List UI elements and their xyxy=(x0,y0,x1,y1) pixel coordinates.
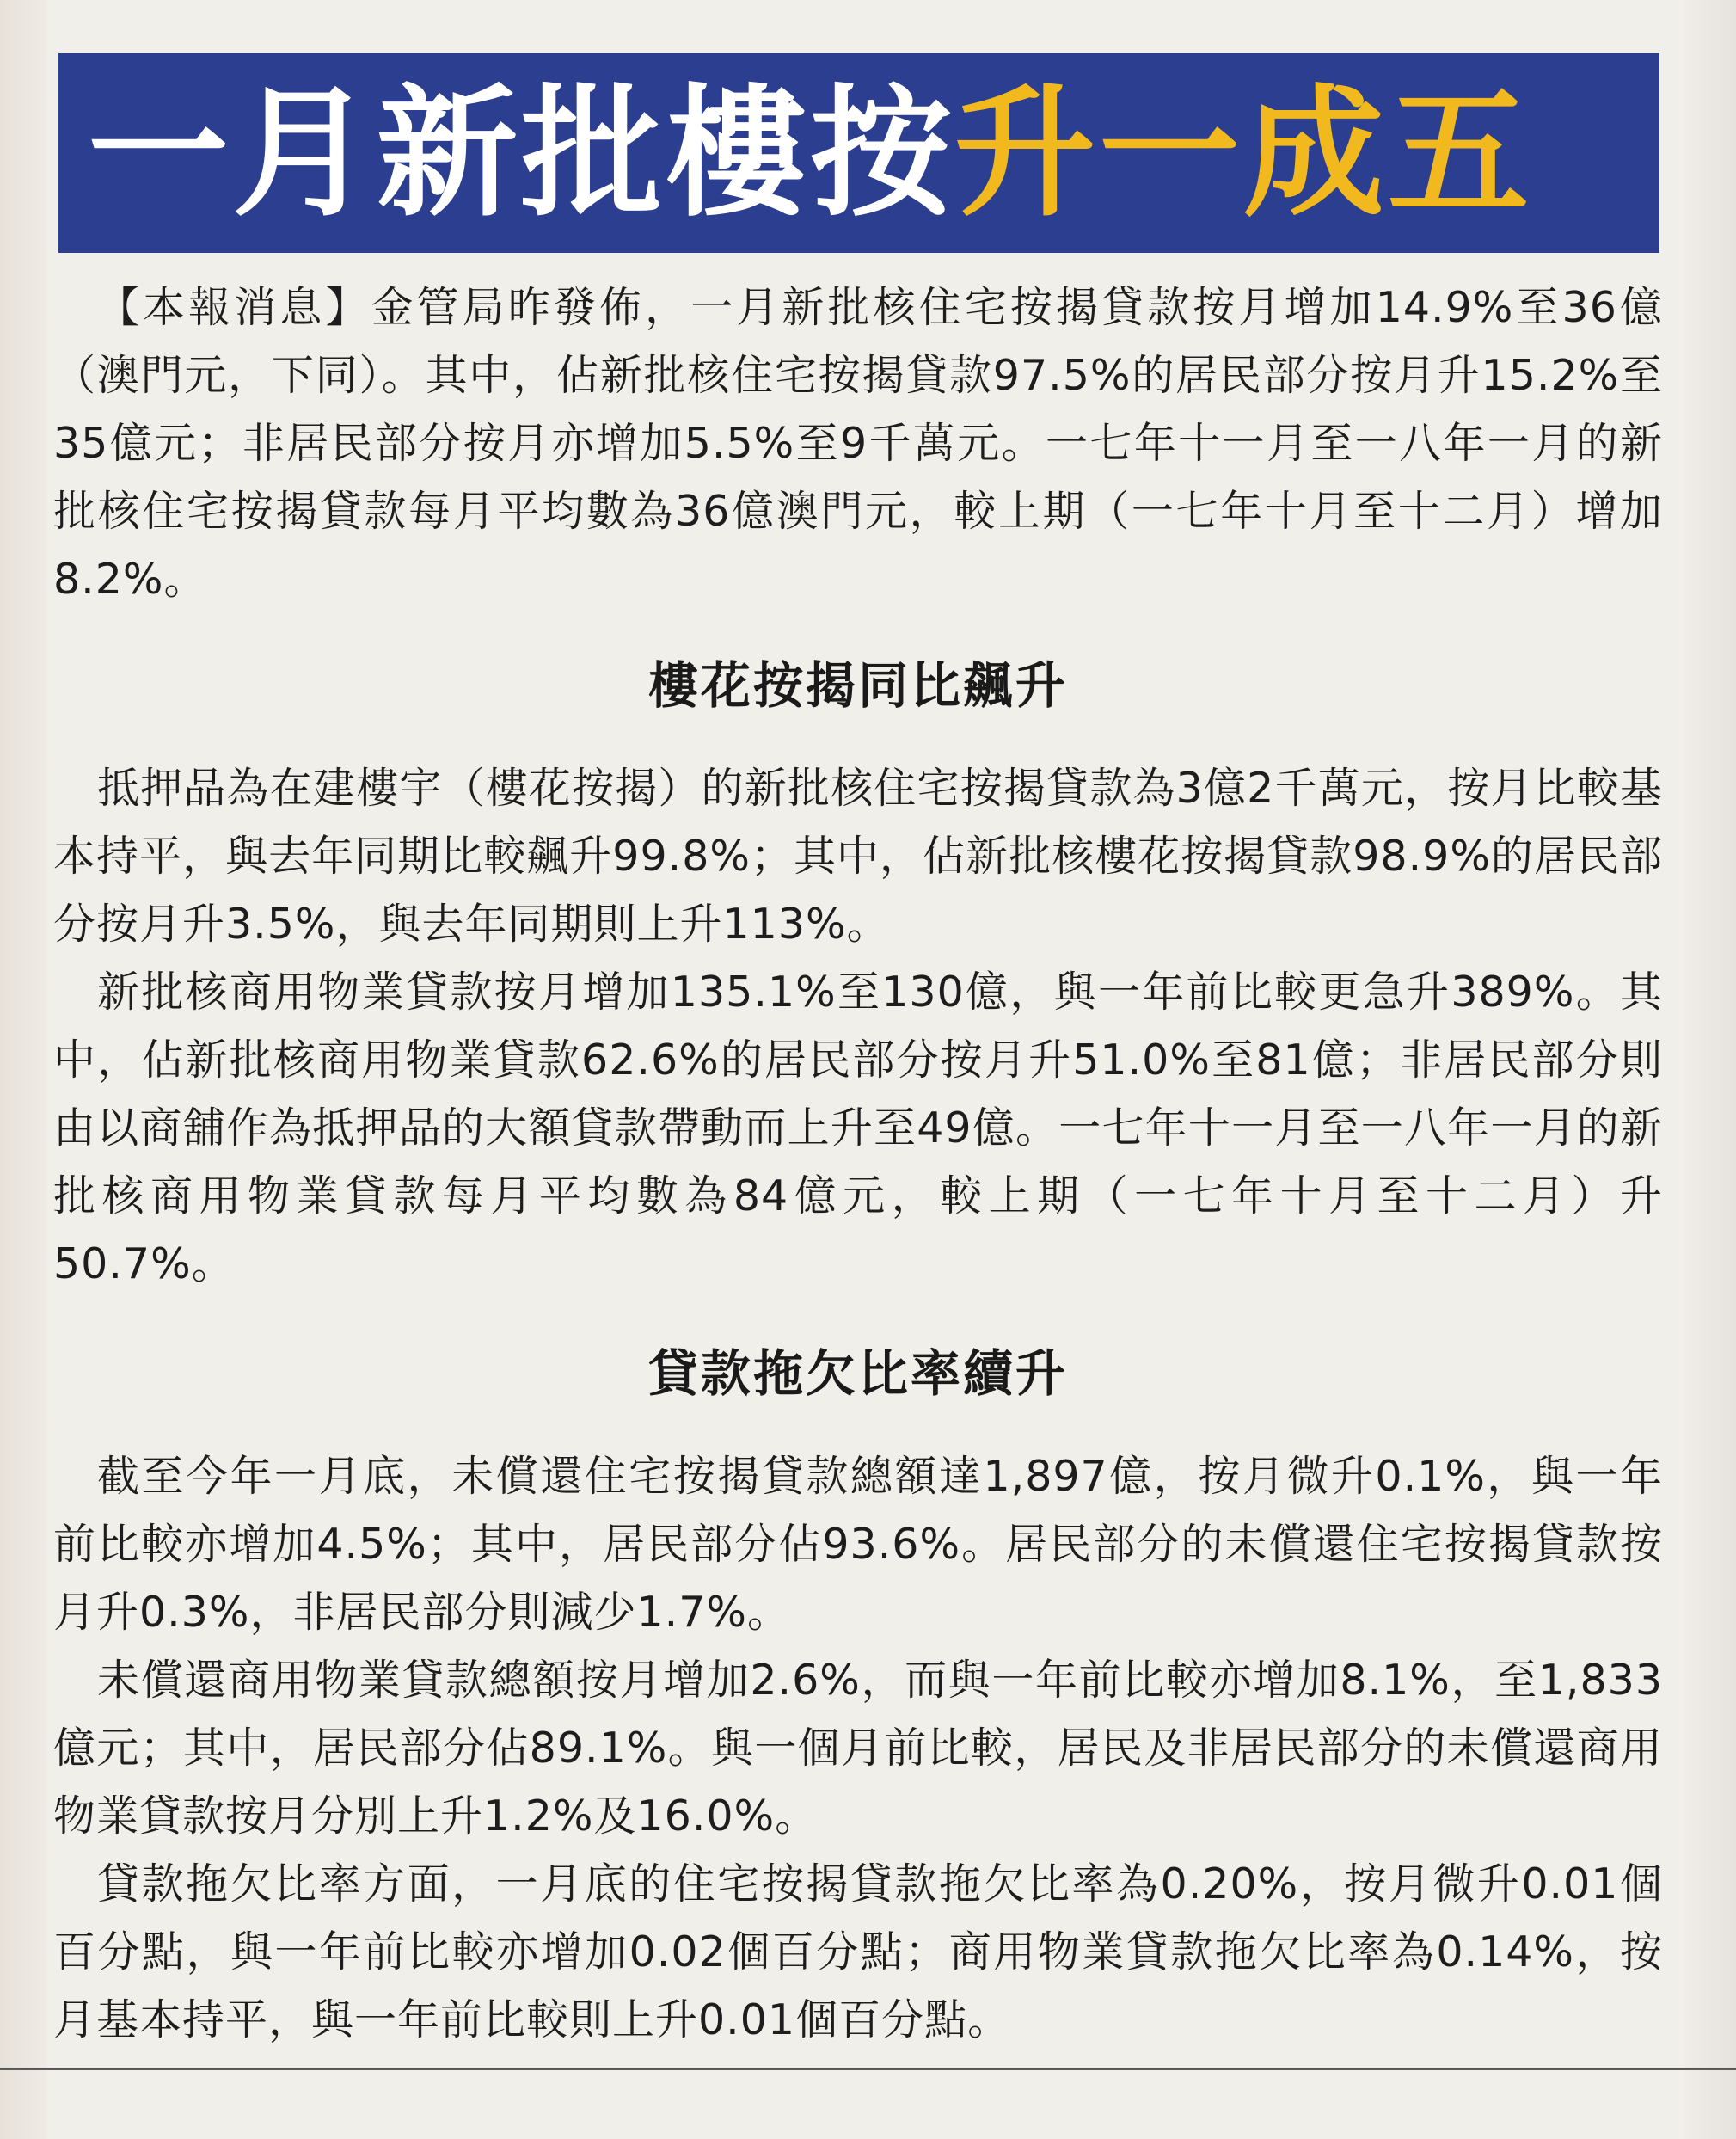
section-2-paragraph-2: 未償還商用物業貸款總額按月增加2.6%，而與一年前比較亦增加8.1%，至1,833億元；其中，居民部分佔89.1%。與一個月前比較，居民及非居民部分的未償還商用物業貸款按月分別上升1.2%及16.0%。 xyxy=(53,1656,1663,1841)
headline xyxy=(88,70,1533,236)
section-2-paragraph-3: 貸款拖欠比率方面，一月底的住宅按揭貸款拖欠比率為0.20%，按月微升0.01個百分點，與一年前比較亦增加0.02個百分點；商用物業貸款拖欠比率為0.14%，按月基本持平，與一年前比較則上升0.01個百分點。 xyxy=(53,1859,1663,2044)
article-body xyxy=(53,274,1663,2054)
section-1-title: 樓花按揭同比飆升 xyxy=(647,656,1068,715)
section-1-paragraph-1: 抵押品為在建樓宇（樓花按揭）的新批核住宅按揭貸款為3億2千萬元，按月比較基本持平，與去年同期比較飆升99.8%；其中，佔新批核樓花按揭貸款98.9%的居民部分按月升3.5%，與去年同期則上升113%。 xyxy=(53,764,1663,949)
section-2-paragraph-1: 截至今年一月底，未償還住宅按揭貸款總額達1,897億，按月微升0.1%，與一年前比較亦增加4.5%；其中，居民部分佔93.6%。居民部分的未償還住宅按揭貸款按月升0.3%，非居民部分則減少1.7%。 xyxy=(53,1452,1663,1637)
headline-part-2: 升一成五 xyxy=(954,70,1533,236)
headline-banner xyxy=(58,53,1659,253)
section-1-paragraph-2: 新批核商用物業貸款按月增加135.1%至130億，與一年前比較更急升389%。其中，佔新批核商用物業貸款62.6%的居民部分按月升51.0%至81億；非居民部分則由以商舖作為抵押品的大額貸款帶動而上升至49億。一七年十一月至一八年一月的新批核商用物業貸款每月平均數為84億元，較上期（一七年十月至十二月）升50.7%。 xyxy=(53,968,1663,1288)
bottom-divider xyxy=(0,2068,1736,2070)
paper-edge-right xyxy=(1684,0,1736,2139)
intro-paragraph: 【本報消息】金管局昨發佈，一月新批核住宅按揭貸款按月增加14.9%至36億（澳門元，下同）。其中，佔新批核住宅按揭貸款97.5%的居民部分按月升15.2%至35億元；非居民部分按月亦增加5.5%至9千萬元。一七年十一月至一八年一月的新批核住宅按揭貸款每月平均數為36億澳門元，較上期（一七年十月至十二月）增加8.2%。 xyxy=(53,283,1663,604)
headline-part-1: 一月新批樓按 xyxy=(88,70,955,236)
paper-edge-left xyxy=(0,0,47,2139)
section-2-title: 貸款拖欠比率續升 xyxy=(647,1344,1068,1403)
